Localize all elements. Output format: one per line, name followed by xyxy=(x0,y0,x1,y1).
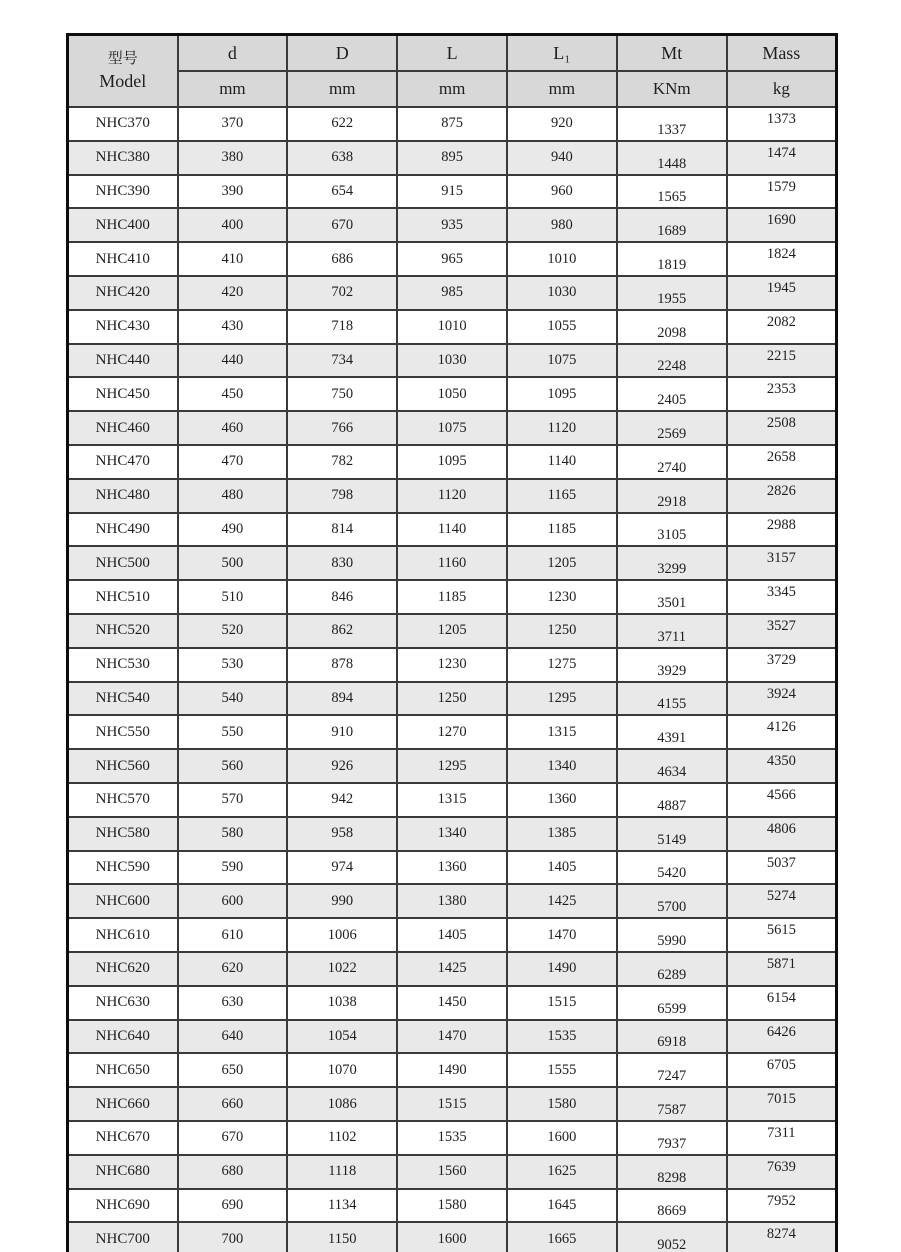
cell-D: 958 xyxy=(287,817,397,851)
cell-D: 846 xyxy=(287,580,397,614)
cell-L: 1535 xyxy=(397,1121,507,1155)
cell-D: 622 xyxy=(287,107,397,141)
cell-D: 670 xyxy=(287,208,397,242)
cell-d: 480 xyxy=(178,479,288,513)
cell-L1: 1425 xyxy=(507,884,617,918)
cell-L: 1340 xyxy=(397,817,507,851)
cell-Mt: 6599 xyxy=(617,986,727,1020)
cell-L1: 1385 xyxy=(507,817,617,851)
cell-L: 1160 xyxy=(397,546,507,580)
cell-Mass: 5871 xyxy=(727,952,837,986)
cell-d: 550 xyxy=(178,715,288,749)
cell-D: 862 xyxy=(287,614,397,648)
cell-model: NHC450 xyxy=(68,377,178,411)
cell-L1: 1075 xyxy=(507,344,617,378)
cell-d: 570 xyxy=(178,783,288,817)
cell-d: 530 xyxy=(178,648,288,682)
cell-D: 782 xyxy=(287,445,397,479)
cell-Mass: 7639 xyxy=(727,1155,837,1189)
cell-D: 1038 xyxy=(287,986,397,1020)
cell-model: NHC470 xyxy=(68,445,178,479)
header-unit-D: mm xyxy=(287,71,397,107)
cell-Mt: 1565 xyxy=(617,175,727,209)
cell-Mt: 3299 xyxy=(617,546,727,580)
cell-Mt: 4887 xyxy=(617,783,727,817)
table-row xyxy=(68,513,837,547)
cell-L1: 1580 xyxy=(507,1087,617,1121)
spec-table-body xyxy=(68,107,837,1252)
cell-D: 1150 xyxy=(287,1222,397,1252)
cell-Mass: 2215 xyxy=(727,344,837,378)
cell-model: NHC560 xyxy=(68,749,178,783)
cell-L: 1490 xyxy=(397,1053,507,1087)
cell-D: 990 xyxy=(287,884,397,918)
table-row xyxy=(68,1087,837,1121)
cell-L1: 1230 xyxy=(507,580,617,614)
cell-Mt: 2918 xyxy=(617,479,727,513)
cell-Mt: 6918 xyxy=(617,1020,727,1054)
cell-L: 1250 xyxy=(397,682,507,716)
cell-L1: 1515 xyxy=(507,986,617,1020)
table-row xyxy=(68,107,837,141)
header-col-L1: L₁ xyxy=(507,35,617,72)
cell-model: NHC620 xyxy=(68,952,178,986)
header-model-cell xyxy=(68,35,178,108)
cell-L: 1030 xyxy=(397,344,507,378)
cell-L1: 960 xyxy=(507,175,617,209)
cell-D: 1022 xyxy=(287,952,397,986)
cell-L1: 1360 xyxy=(507,783,617,817)
header-unit-d: mm xyxy=(178,71,288,107)
cell-D: 638 xyxy=(287,141,397,175)
table-row xyxy=(68,817,837,851)
cell-L1: 1095 xyxy=(507,377,617,411)
cell-Mt: 3501 xyxy=(617,580,727,614)
cell-L: 935 xyxy=(397,208,507,242)
header-col-Mass: Mass xyxy=(727,35,837,72)
cell-D: 1134 xyxy=(287,1189,397,1223)
header-unit-Mt: KNm xyxy=(617,71,727,107)
table-row xyxy=(68,851,837,885)
table-row xyxy=(68,344,837,378)
table-row xyxy=(68,952,837,986)
table-row xyxy=(68,783,837,817)
table-row xyxy=(68,1020,837,1054)
cell-D: 942 xyxy=(287,783,397,817)
cell-L: 1205 xyxy=(397,614,507,648)
cell-model: NHC410 xyxy=(68,242,178,276)
cell-d: 560 xyxy=(178,749,288,783)
cell-model: NHC680 xyxy=(68,1155,178,1189)
cell-D: 1118 xyxy=(287,1155,397,1189)
cell-model: NHC600 xyxy=(68,884,178,918)
cell-d: 680 xyxy=(178,1155,288,1189)
cell-L1: 1275 xyxy=(507,648,617,682)
cell-d: 620 xyxy=(178,952,288,986)
cell-L: 1140 xyxy=(397,513,507,547)
table-row xyxy=(68,445,837,479)
cell-Mass: 1690 xyxy=(727,208,837,242)
cell-Mass: 2826 xyxy=(727,479,837,513)
cell-L1: 1535 xyxy=(507,1020,617,1054)
cell-L: 1095 xyxy=(397,445,507,479)
cell-Mt: 6289 xyxy=(617,952,727,986)
cell-d: 630 xyxy=(178,986,288,1020)
cell-D: 654 xyxy=(287,175,397,209)
cell-L1: 1555 xyxy=(507,1053,617,1087)
header-unit-L1: mm xyxy=(507,71,617,107)
cell-Mt: 2740 xyxy=(617,445,727,479)
cell-Mt: 2098 xyxy=(617,310,727,344)
cell-L1: 1140 xyxy=(507,445,617,479)
cell-Mt: 3929 xyxy=(617,648,727,682)
cell-L1: 1625 xyxy=(507,1155,617,1189)
table-row xyxy=(68,208,837,242)
cell-model: NHC650 xyxy=(68,1053,178,1087)
cell-L: 1515 xyxy=(397,1087,507,1121)
cell-Mass: 5274 xyxy=(727,884,837,918)
cell-L1: 1600 xyxy=(507,1121,617,1155)
cell-L: 1050 xyxy=(397,377,507,411)
cell-L: 1120 xyxy=(397,479,507,513)
cell-L: 985 xyxy=(397,276,507,310)
cell-L: 1010 xyxy=(397,310,507,344)
cell-Mass: 5037 xyxy=(727,851,837,885)
cell-D: 1054 xyxy=(287,1020,397,1054)
spec-table-header xyxy=(68,35,837,108)
table-row xyxy=(68,986,837,1020)
cell-d: 540 xyxy=(178,682,288,716)
cell-L1: 1010 xyxy=(507,242,617,276)
cell-d: 610 xyxy=(178,918,288,952)
cell-d: 380 xyxy=(178,141,288,175)
table-row xyxy=(68,749,837,783)
cell-Mass: 3345 xyxy=(727,580,837,614)
cell-D: 1070 xyxy=(287,1053,397,1087)
cell-Mass: 4566 xyxy=(727,783,837,817)
cell-Mass: 2988 xyxy=(727,513,837,547)
table-row xyxy=(68,141,837,175)
cell-D: 798 xyxy=(287,479,397,513)
cell-Mt: 8298 xyxy=(617,1155,727,1189)
cell-Mt: 2248 xyxy=(617,344,727,378)
cell-model: NHC550 xyxy=(68,715,178,749)
cell-Mass: 4350 xyxy=(727,749,837,783)
cell-model: NHC440 xyxy=(68,344,178,378)
cell-model: NHC430 xyxy=(68,310,178,344)
cell-D: 734 xyxy=(287,344,397,378)
cell-L: 1580 xyxy=(397,1189,507,1223)
cell-L: 1360 xyxy=(397,851,507,885)
cell-Mt: 1819 xyxy=(617,242,727,276)
cell-Mass: 3729 xyxy=(727,648,837,682)
table-row xyxy=(68,242,837,276)
cell-Mt: 7937 xyxy=(617,1121,727,1155)
cell-Mass: 3527 xyxy=(727,614,837,648)
table-row xyxy=(68,1222,837,1252)
cell-d: 700 xyxy=(178,1222,288,1252)
cell-D: 1086 xyxy=(287,1087,397,1121)
cell-d: 500 xyxy=(178,546,288,580)
header-unit-Mass: kg xyxy=(727,71,837,107)
cell-Mass: 7952 xyxy=(727,1189,837,1223)
table-row xyxy=(68,682,837,716)
cell-D: 1006 xyxy=(287,918,397,952)
cell-Mass: 1579 xyxy=(727,175,837,209)
cell-L1: 1055 xyxy=(507,310,617,344)
cell-Mt: 5990 xyxy=(617,918,727,952)
table-row xyxy=(68,479,837,513)
cell-L1: 1315 xyxy=(507,715,617,749)
cell-Mass: 5615 xyxy=(727,918,837,952)
cell-L: 1425 xyxy=(397,952,507,986)
cell-model: NHC520 xyxy=(68,614,178,648)
cell-Mass: 6154 xyxy=(727,986,837,1020)
cell-model: NHC380 xyxy=(68,141,178,175)
cell-L1: 1250 xyxy=(507,614,617,648)
spec-table xyxy=(66,33,838,1252)
cell-Mass: 3157 xyxy=(727,546,837,580)
cell-model: NHC490 xyxy=(68,513,178,547)
header-row-labels xyxy=(68,35,837,72)
cell-d: 660 xyxy=(178,1087,288,1121)
table-row xyxy=(68,546,837,580)
cell-model: NHC540 xyxy=(68,682,178,716)
cell-D: 718 xyxy=(287,310,397,344)
cell-model: NHC570 xyxy=(68,783,178,817)
cell-model: NHC580 xyxy=(68,817,178,851)
cell-D: 750 xyxy=(287,377,397,411)
cell-Mass: 8274 xyxy=(727,1222,837,1252)
cell-D: 766 xyxy=(287,411,397,445)
cell-model: NHC690 xyxy=(68,1189,178,1223)
table-row xyxy=(68,1155,837,1189)
cell-d: 580 xyxy=(178,817,288,851)
cell-d: 420 xyxy=(178,276,288,310)
header-col-D: D xyxy=(287,35,397,72)
cell-L1: 1340 xyxy=(507,749,617,783)
cell-d: 490 xyxy=(178,513,288,547)
cell-L: 915 xyxy=(397,175,507,209)
cell-L1: 940 xyxy=(507,141,617,175)
cell-Mt: 5149 xyxy=(617,817,727,851)
cell-d: 510 xyxy=(178,580,288,614)
cell-d: 590 xyxy=(178,851,288,885)
cell-L1: 1405 xyxy=(507,851,617,885)
cell-Mass: 2508 xyxy=(727,411,837,445)
cell-L1: 1120 xyxy=(507,411,617,445)
cell-Mass: 1824 xyxy=(727,242,837,276)
header-row-units xyxy=(68,71,837,107)
cell-Mt: 3105 xyxy=(617,513,727,547)
cell-Mt: 5700 xyxy=(617,884,727,918)
table-row xyxy=(68,310,837,344)
cell-model: NHC460 xyxy=(68,411,178,445)
cell-L: 1230 xyxy=(397,648,507,682)
header-col-d: d xyxy=(178,35,288,72)
cell-model: NHC700 xyxy=(68,1222,178,1252)
cell-L1: 1205 xyxy=(507,546,617,580)
cell-Mt: 3711 xyxy=(617,614,727,648)
cell-model: NHC640 xyxy=(68,1020,178,1054)
cell-d: 400 xyxy=(178,208,288,242)
cell-L: 1450 xyxy=(397,986,507,1020)
cell-model: NHC530 xyxy=(68,648,178,682)
cell-D: 974 xyxy=(287,851,397,885)
cell-model: NHC370 xyxy=(68,107,178,141)
table-row xyxy=(68,614,837,648)
cell-d: 410 xyxy=(178,242,288,276)
table-row xyxy=(68,276,837,310)
cell-Mt: 2569 xyxy=(617,411,727,445)
cell-model: NHC590 xyxy=(68,851,178,885)
cell-L1: 1165 xyxy=(507,479,617,513)
cell-Mass: 1945 xyxy=(727,276,837,310)
cell-L1: 1185 xyxy=(507,513,617,547)
cell-D: 894 xyxy=(287,682,397,716)
cell-D: 910 xyxy=(287,715,397,749)
cell-Mt: 7247 xyxy=(617,1053,727,1087)
cell-d: 430 xyxy=(178,310,288,344)
cell-Mt: 4391 xyxy=(617,715,727,749)
header-unit-L: mm xyxy=(397,71,507,107)
cell-Mt: 4634 xyxy=(617,749,727,783)
cell-L: 1185 xyxy=(397,580,507,614)
cell-Mass: 6705 xyxy=(727,1053,837,1087)
cell-D: 878 xyxy=(287,648,397,682)
cell-d: 690 xyxy=(178,1189,288,1223)
cell-L1: 1645 xyxy=(507,1189,617,1223)
cell-model: NHC510 xyxy=(68,580,178,614)
cell-Mt: 1689 xyxy=(617,208,727,242)
cell-L: 965 xyxy=(397,242,507,276)
cell-Mass: 7015 xyxy=(727,1087,837,1121)
cell-model: NHC390 xyxy=(68,175,178,209)
cell-d: 370 xyxy=(178,107,288,141)
cell-model: NHC400 xyxy=(68,208,178,242)
cell-d: 650 xyxy=(178,1053,288,1087)
table-row xyxy=(68,1121,837,1155)
cell-Mass: 1373 xyxy=(727,107,837,141)
cell-Mt: 9052 xyxy=(617,1222,727,1252)
cell-L: 1270 xyxy=(397,715,507,749)
cell-model: NHC630 xyxy=(68,986,178,1020)
cell-L: 1470 xyxy=(397,1020,507,1054)
cell-D: 830 xyxy=(287,546,397,580)
table-row xyxy=(68,648,837,682)
table-row xyxy=(68,918,837,952)
cell-L1: 1665 xyxy=(507,1222,617,1252)
cell-Mt: 4155 xyxy=(617,682,727,716)
cell-model: NHC420 xyxy=(68,276,178,310)
cell-Mass: 4126 xyxy=(727,715,837,749)
cell-L: 1315 xyxy=(397,783,507,817)
cell-L: 1600 xyxy=(397,1222,507,1252)
cell-Mt: 1337 xyxy=(617,107,727,141)
cell-L: 1075 xyxy=(397,411,507,445)
cell-L1: 1470 xyxy=(507,918,617,952)
cell-model: NHC660 xyxy=(68,1087,178,1121)
header-col-Mt: Mt xyxy=(617,35,727,72)
cell-L1: 1490 xyxy=(507,952,617,986)
table-row xyxy=(68,1189,837,1223)
cell-Mass: 4806 xyxy=(727,817,837,851)
cell-Mt: 1955 xyxy=(617,276,727,310)
cell-d: 440 xyxy=(178,344,288,378)
cell-L: 1380 xyxy=(397,884,507,918)
cell-L1: 980 xyxy=(507,208,617,242)
cell-Mass: 3924 xyxy=(727,682,837,716)
table-row xyxy=(68,411,837,445)
cell-Mass: 6426 xyxy=(727,1020,837,1054)
cell-L1: 1030 xyxy=(507,276,617,310)
table-row xyxy=(68,1053,837,1087)
cell-Mass: 2353 xyxy=(727,377,837,411)
table-row xyxy=(68,715,837,749)
table-row xyxy=(68,580,837,614)
cell-model: NHC500 xyxy=(68,546,178,580)
cell-L: 1560 xyxy=(397,1155,507,1189)
cell-L: 875 xyxy=(397,107,507,141)
table-row xyxy=(68,884,837,918)
cell-Mt: 1448 xyxy=(617,141,727,175)
cell-Mt: 7587 xyxy=(617,1087,727,1121)
cell-d: 520 xyxy=(178,614,288,648)
cell-model: NHC480 xyxy=(68,479,178,513)
cell-model: NHC670 xyxy=(68,1121,178,1155)
table-row xyxy=(68,175,837,209)
cell-L1: 1295 xyxy=(507,682,617,716)
cell-d: 600 xyxy=(178,884,288,918)
cell-L: 1405 xyxy=(397,918,507,952)
cell-D: 702 xyxy=(287,276,397,310)
cell-d: 390 xyxy=(178,175,288,209)
table-row xyxy=(68,377,837,411)
cell-L1: 920 xyxy=(507,107,617,141)
cell-D: 926 xyxy=(287,749,397,783)
cell-d: 460 xyxy=(178,411,288,445)
cell-Mass: 7311 xyxy=(727,1121,837,1155)
header-model-en: Model xyxy=(99,70,147,91)
cell-Mt: 2405 xyxy=(617,377,727,411)
cell-D: 686 xyxy=(287,242,397,276)
header-col-L: L xyxy=(397,35,507,72)
cell-Mt: 8669 xyxy=(617,1189,727,1223)
cell-D: 814 xyxy=(287,513,397,547)
cell-Mt: 5420 xyxy=(617,851,727,885)
cell-D: 1102 xyxy=(287,1121,397,1155)
cell-d: 450 xyxy=(178,377,288,411)
cell-d: 640 xyxy=(178,1020,288,1054)
cell-d: 470 xyxy=(178,445,288,479)
cell-L: 895 xyxy=(397,141,507,175)
cell-d: 670 xyxy=(178,1121,288,1155)
cell-Mass: 1474 xyxy=(727,141,837,175)
cell-Mass: 2082 xyxy=(727,310,837,344)
cell-Mass: 2658 xyxy=(727,445,837,479)
cell-L: 1295 xyxy=(397,749,507,783)
cell-model: NHC610 xyxy=(68,918,178,952)
header-model-zh: 型号 xyxy=(107,50,138,67)
